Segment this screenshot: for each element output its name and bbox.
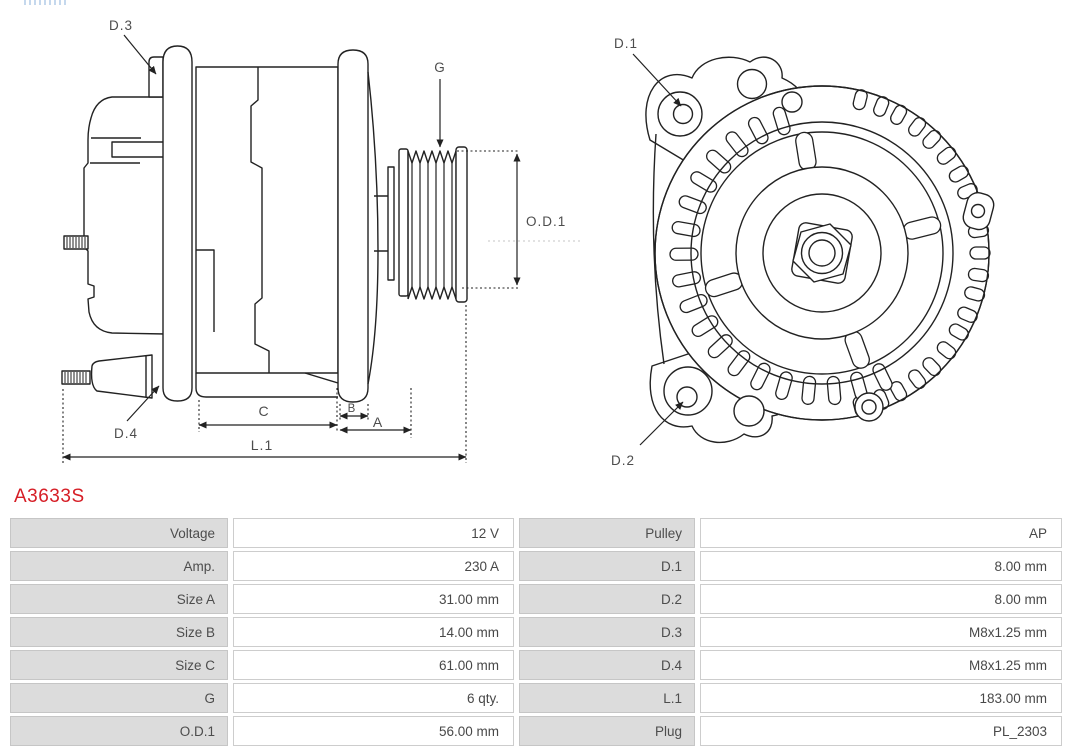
spec-label: O.D.1 <box>10 716 228 746</box>
dim-label-d1: D.1 <box>613 36 639 51</box>
spec-label: Voltage <box>10 518 228 548</box>
spec-value: 12 V <box>233 518 514 548</box>
spec-value: 183.00 mm <box>700 683 1062 713</box>
spec-label: Size A <box>10 584 228 614</box>
spec-value: PL_2303 <box>700 716 1062 746</box>
spec-value: 56.00 mm <box>233 716 514 746</box>
dim-label-od1: O.D.1 <box>526 214 567 229</box>
spec-label: D.1 <box>519 551 695 581</box>
dim-label-b: B <box>347 403 357 415</box>
spec-label: Plug <box>519 716 695 746</box>
spec-label: Size B <box>10 617 228 647</box>
spec-label: D.2 <box>519 584 695 614</box>
spec-label: D.3 <box>519 617 695 647</box>
dim-label-d4: D.4 <box>113 426 139 441</box>
side-view <box>62 46 467 402</box>
spec-label: Pulley <box>519 518 695 548</box>
spec-value: 8.00 mm <box>700 584 1062 614</box>
dim-label-d3: D.3 <box>108 18 134 33</box>
spec-label: Amp. <box>10 551 228 581</box>
spec-value: 6 qty. <box>233 683 514 713</box>
spec-label: D.4 <box>519 650 695 680</box>
product-code-link[interactable]: A3633S <box>14 486 85 507</box>
dim-label-c: C <box>258 403 270 419</box>
dim-label-l1: L.1 <box>250 437 274 453</box>
dim-label-a: A <box>372 414 384 430</box>
spec-value: AP <box>700 518 1062 548</box>
dim-label-g: G <box>434 60 446 75</box>
spec-value: M8x1.25 mm <box>700 617 1062 647</box>
spec-value: 14.00 mm <box>233 617 514 647</box>
spec-value: M8x1.25 mm <box>700 650 1062 680</box>
spec-value: 230 A <box>233 551 514 581</box>
spec-value: 8.00 mm <box>700 551 1062 581</box>
spec-label: L.1 <box>519 683 695 713</box>
spec-value: 31.00 mm <box>233 584 514 614</box>
spec-label: G <box>10 683 228 713</box>
spec-table <box>10 518 1062 746</box>
dim-label-d2: D.2 <box>610 453 636 468</box>
front-view <box>646 57 996 442</box>
spec-label: Size C <box>10 650 228 680</box>
spec-value: 61.00 mm <box>233 650 514 680</box>
